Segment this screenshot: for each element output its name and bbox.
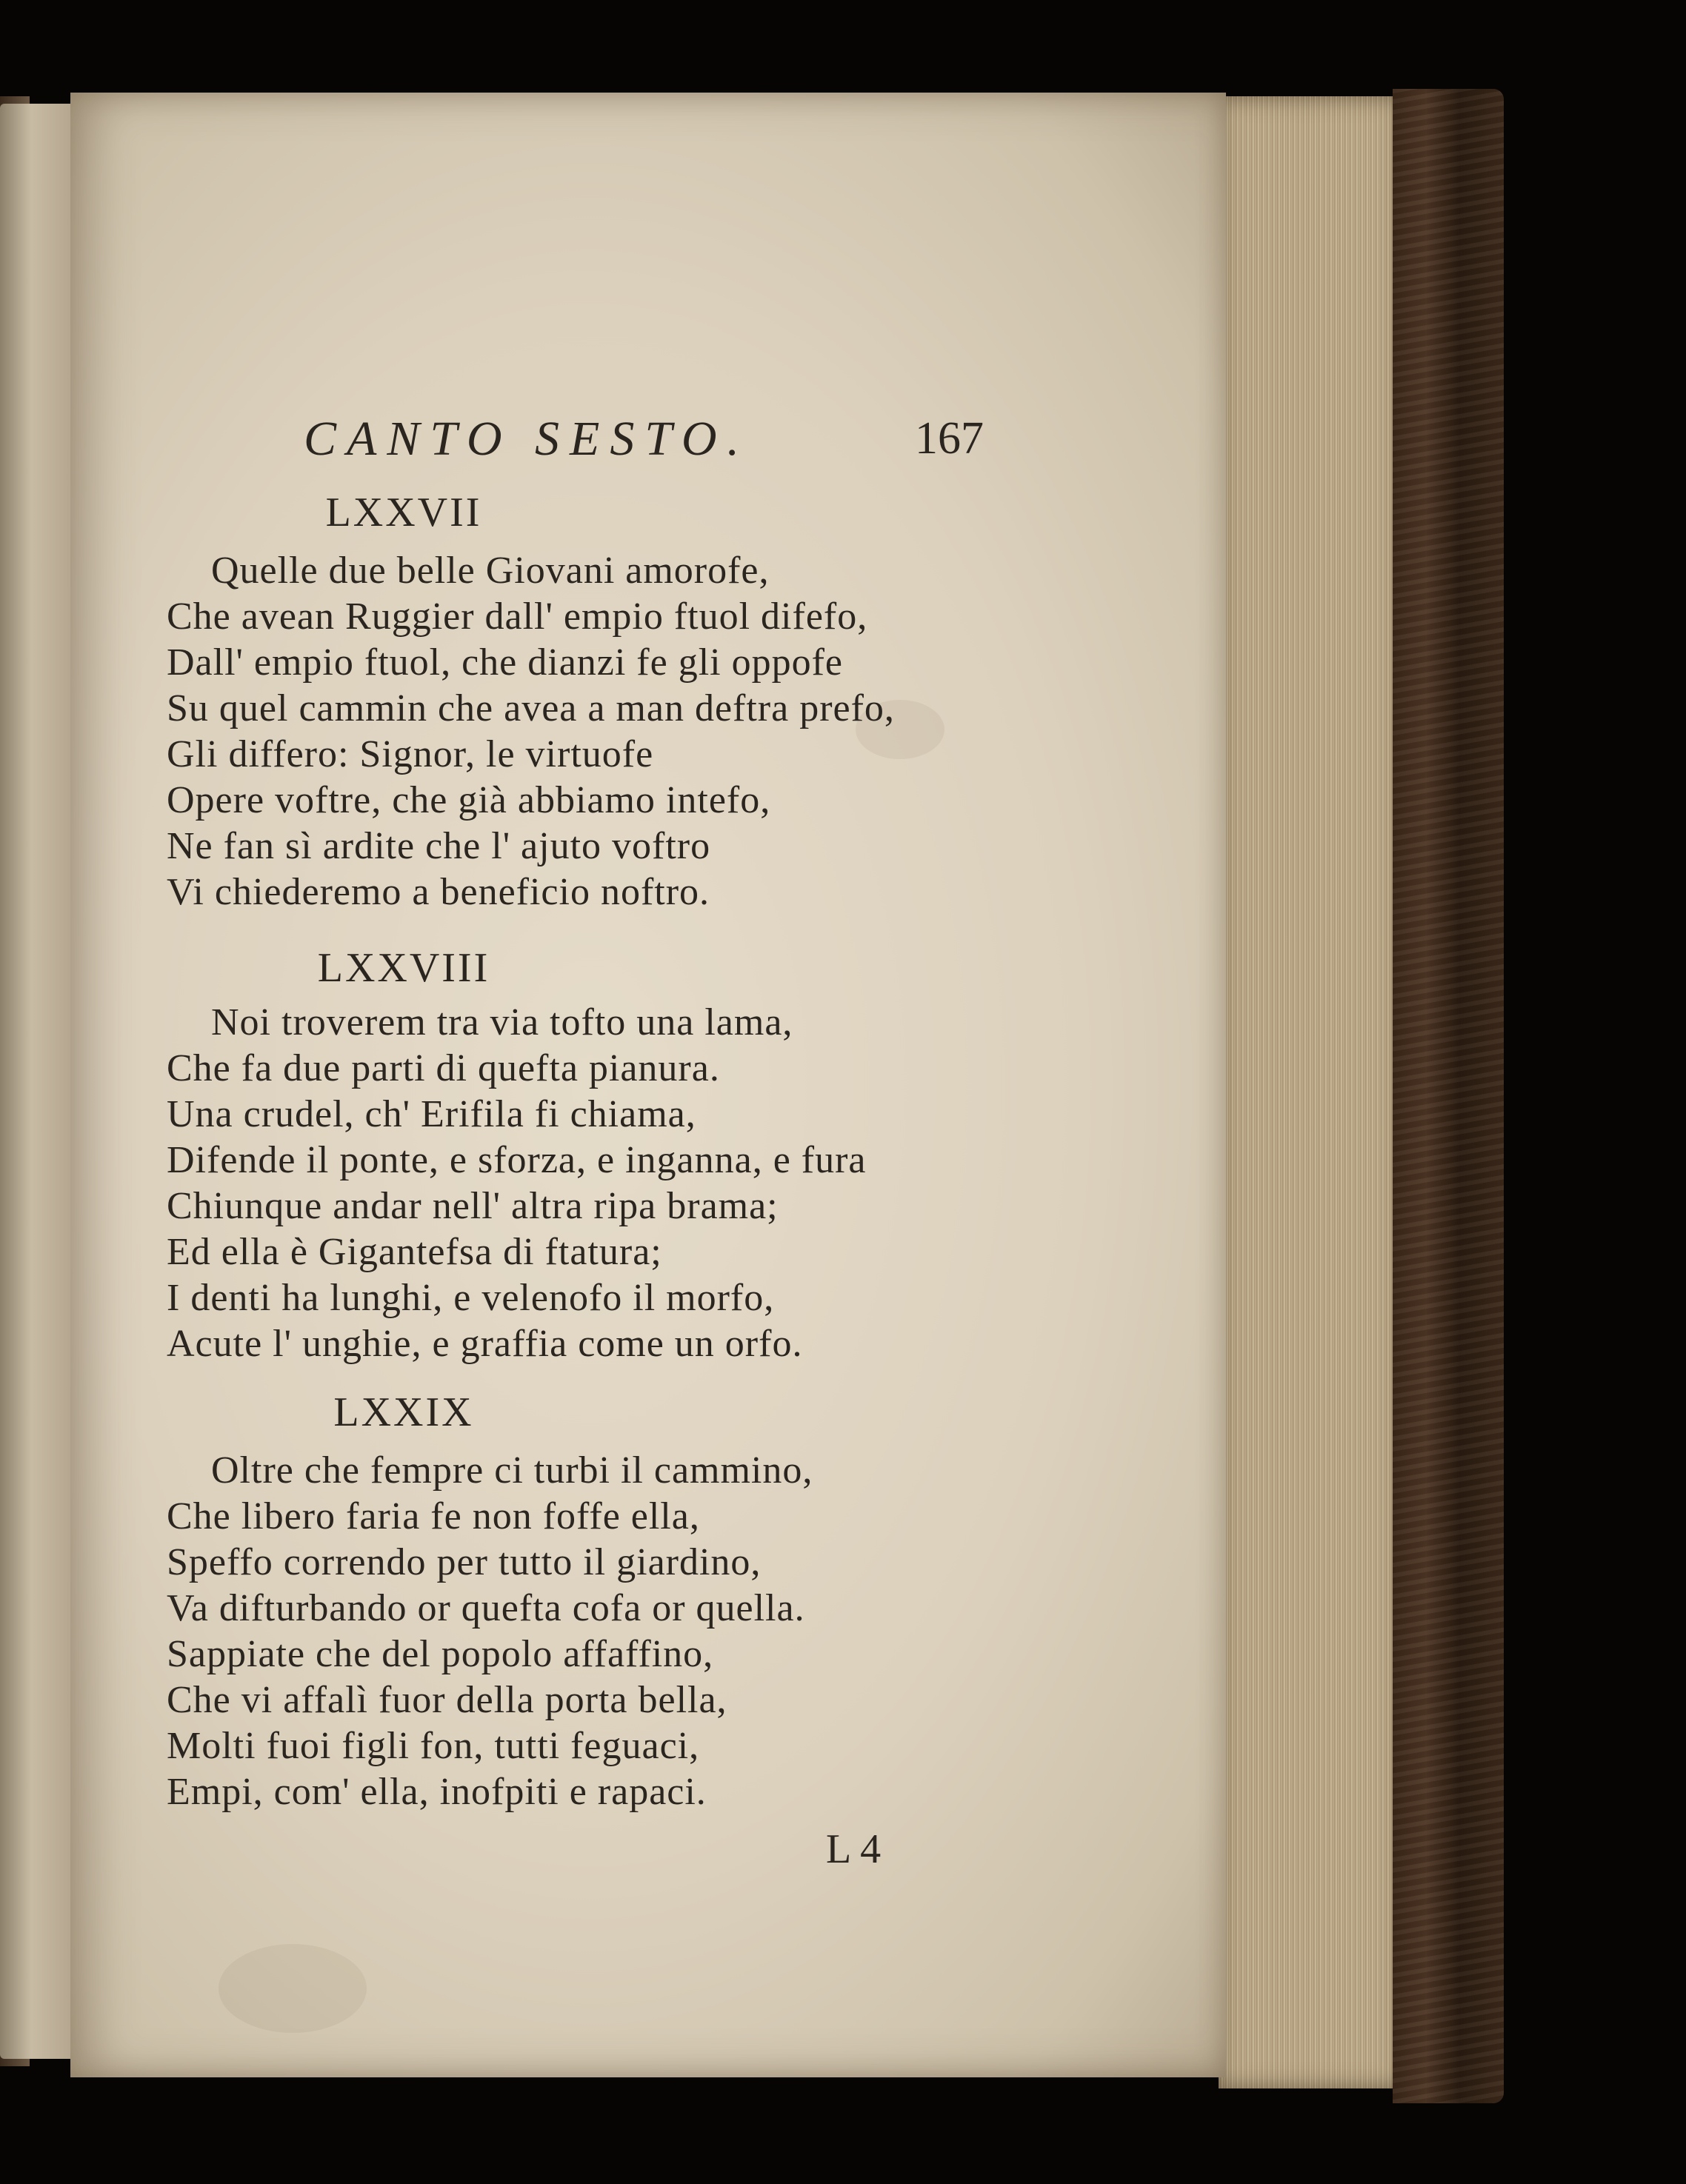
page-number: 167: [915, 413, 984, 464]
verse-line: Gli differo: Signor, le virtuofe: [167, 733, 654, 775]
verse-line: Sappiate che del popolo affaffino,: [167, 1633, 714, 1675]
verse-line: Chiunque andar nell' altra ripa brama;: [167, 1185, 779, 1227]
stanza-number: LXXIX: [333, 1389, 474, 1435]
leather-texture: [1393, 89, 1504, 2103]
verse-line: Opere voftre, che già abbiamo intefo,: [167, 779, 771, 821]
verse-line: Una crudel, ch' Erifila fi chiama,: [167, 1093, 696, 1135]
verse-line: Ne fan sì ardite che l' ajuto voftro: [167, 825, 711, 867]
leather-cover: [1393, 89, 1504, 2103]
page-stack-fore-edge: [1219, 96, 1404, 2088]
verse-line: Empi, com' ella, inofpiti e rapaci.: [167, 1771, 707, 1813]
signature-mark: L 4: [826, 1826, 882, 1872]
verse-line: Che vi affalì fuor della porta bella,: [167, 1679, 727, 1721]
page-stain: [219, 1944, 367, 2033]
verse-line: Speffo correndo per tutto il giardino,: [167, 1541, 762, 1583]
verse-line: Acute l' unghie, e graffia come un orfo.: [167, 1323, 803, 1365]
verse-line: Che avean Ruggier dall' empio ftuol difefo,: [167, 595, 868, 638]
verse-line: Vi chiederemo a beneficio noftro.: [167, 871, 710, 913]
stanza-number: LXXVIII: [317, 945, 490, 991]
running-head: [70, 411, 1226, 478]
verse-line: Molti fuoi figli fon, tutti feguaci,: [167, 1725, 700, 1767]
stanza-number: LXXVII: [325, 490, 482, 535]
verse-line: Dall' empio ftuol, che dianzi fe gli oppofe: [167, 641, 843, 684]
verse-line: Oltre che fempre ci turbi il cammino,: [211, 1449, 813, 1492]
verse-line: Ed ella è Gigantefsa di ftatura;: [167, 1231, 662, 1273]
stanza-lines: [167, 548, 895, 915]
verse-line: I denti ha lunghi, e velenofo il morfo,: [167, 1277, 775, 1319]
verse-line: Che libero faria fe non foffe ella,: [167, 1495, 700, 1537]
book-page: [70, 93, 1226, 2077]
verse-line: Su quel cammin che avea a man deftra prefo,: [167, 687, 895, 729]
verse-line: Noi troverem tra via tofto una lama,: [211, 1001, 793, 1043]
running-title: CANTO SESTO.: [304, 412, 750, 466]
verse-line: Difende il ponte, e sforza, e inganna, e fura: [167, 1139, 867, 1181]
verse-line: Va difturbando or quefta cofa or quella.: [167, 1587, 805, 1629]
stanza-lines: [167, 1448, 813, 1815]
verse-line: Quelle due belle Giovani amorofe,: [211, 550, 770, 592]
verse-line: Che fa due parti di quefta pianura.: [167, 1047, 720, 1089]
stanza-lines: [167, 1000, 867, 1367]
